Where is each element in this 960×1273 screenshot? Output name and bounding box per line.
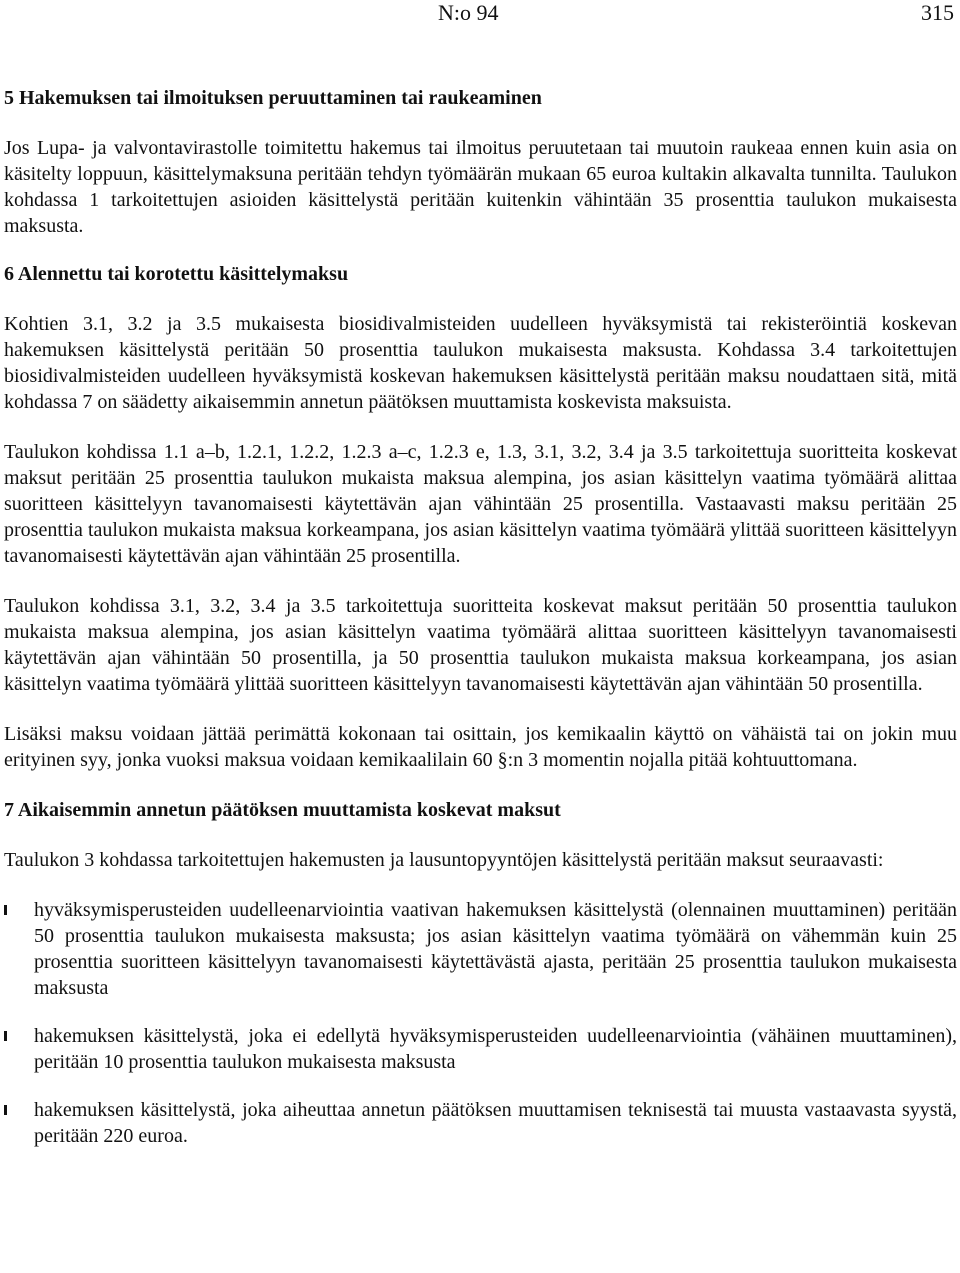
list-item — [4, 897, 957, 1001]
section-5-heading: 5 Hakemuksen tai ilmoituksen peruuttaminen tai raukeaminen — [4, 87, 542, 109]
fee-list — [4, 897, 957, 1149]
bullet-marker — [4, 1105, 7, 1115]
document-number: N:o 94 — [438, 0, 499, 25]
section-6-paragraph-3: Taulukon kohdissa 3.1, 3.2, 3.4 ja 3.5 tarkoitettuja suoritteita koskevat maksut peritään 50 prosenttia taulukon mukaista maksua alempina, jos asian käsittelyn vaatima työmäärä alittaa suoritteen käsittelyyn tavanomaisesti käytettävän ajan vähintään 50 prosentilla, ja 50 prosenttia taulukon mukaista maksua korkeampana, jos asian käsittelyn vaatima työmäärä ylittää suoritteen käsittelyyn tavanomaisesti käytettävän ajan vähintään 50 prosentilla. — [4, 595, 957, 695]
section-6-paragraph-4: Lisäksi maksu voidaan jättää perimättä kokonaan tai osittain, jos kemikaalin käyttö on vähäistä tai on jokin muu erityinen syy, jonka vuoksi maksua voidaan kemikaalilain 60 §:n 3 momentin nojalla pitää kohtuuttomana. — [4, 723, 957, 771]
section-6-paragraph-2: Taulukon kohdissa 1.1 a–b, 1.2.1, 1.2.2, 1.2.3 a–c, 1.2.3 e, 1.3, 3.1, 3.2, 3.4 ja 3.5 tarkoitettuja suoritteita koskevat maksut peritään 25 prosenttia taulukon mukaista maksua alempina, jos asian käsittelyn vaatima työmäärä alittaa suoritteen käsittelyyn tavanomaisesti käytettävän ajan vähintään 25 prosentilla. Vastaavasti maksu peritään 25 prosenttia taulukon mukaista maksua korkeampana, jos asian käsittelyn vaatima työmäärä ylittää suoritteen käsittelyyn tavanomaisesti käytettävän ajan vähintään 25 prosentilla. — [4, 441, 957, 567]
bullet-marker — [4, 1031, 7, 1041]
list-item-text: hakemuksen käsittelystä, joka ei edellytä hyväksymisperusteiden uudelleenarviointia (vähäinen muuttaminen), peritään 10 prosenttia taulukon mukaisesta maksusta — [34, 1025, 957, 1073]
document-body — [4, 85, 957, 1171]
section-6-paragraph-1: Kohtien 3.1, 3.2 ja 3.5 mukaisesta biosidivalmisteiden uudelleen hyväksymistä tai rekisteröintiä koskevan hakemuksen käsittelystä peritään 50 prosenttia taulukon mukaisesta maksusta. Kohdassa 3.4 tarkoitettujen biosidivalmisteiden uudelleen hyväksymistä koskevan hakemuksen käsittelystä peritään maksu noudattaen sitä, mitä kohdassa 7 on säädetty aikaisemmin annetun päätöksen muuttamista koskevista maksuista. — [4, 313, 957, 413]
list-item — [4, 1023, 957, 1075]
section-6-heading: 6 Alennettu tai korotettu käsittelymaksu — [4, 263, 349, 285]
section-5-paragraph: Jos Lupa- ja valvontavirastolle toimitettu hakemus tai ilmoitus peruutetaan tai muutoin raukeaa ennen kuin asia on käsitelty loppuun, käsittelymaksuna peritään tehdyn työmäärän mukaan 65 euroa kultakin alkavalta tunnilta. Taulukon kohdassa 1 tarkoitettujen asioiden käsittelystä peritään kuitenkin vähintään 35 prosenttia taulukon mukaisesta maksusta. — [4, 137, 957, 237]
section-7-intro: Taulukon 3 kohdassa tarkoitettujen hakemusten ja lausuntopyyntöjen käsittelystä peritään maksut seuraavasti: — [4, 849, 884, 871]
section-7-heading: 7 Aikaisemmin annetun päätöksen muuttamista koskevat maksut — [4, 799, 561, 821]
page-header — [0, 0, 960, 30]
list-item-text: hyväksymisperusteiden uudelleenarviointia vaativan hakemuksen käsittelystä (olennainen muuttaminen) peritään 50 prosenttia taulukon mukaisesta maksusta; jos asian käsittelyn vaatima työmäärä on vähemmän kuin 25 prosenttia suoritteen käsittelyyn tavanomaisesti käytettävästä ajasta, peritään 25 prosenttia taulukon mukaisesta maksusta — [34, 899, 957, 999]
page-number: 315 — [921, 0, 954, 25]
list-item — [4, 1097, 957, 1149]
bullet-marker — [4, 905, 7, 915]
list-item-text: hakemuksen käsittelystä, joka aiheuttaa annetun päätöksen muuttamisen teknisestä tai muusta vastaavasta syystä, peritään 220 euroa. — [34, 1099, 957, 1147]
